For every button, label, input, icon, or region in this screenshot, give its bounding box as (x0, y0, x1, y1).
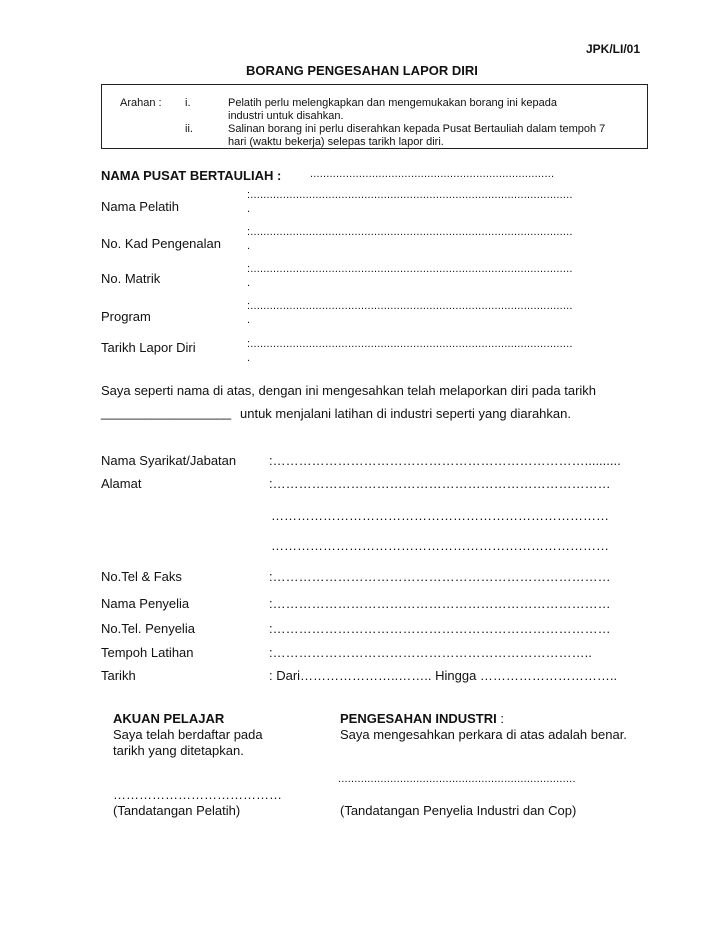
industry-verification-heading (340, 711, 504, 726)
tel-fax-label: No.Tel & Faks (101, 569, 182, 584)
declaration-text-continued: untuk menjalani latihan di industri seperti yang diarahkan. (240, 406, 571, 421)
field-dot: . (247, 277, 251, 289)
field-dot: . (247, 240, 251, 252)
form-title: BORANG PENGESAHAN LAPOR DIRI (246, 63, 478, 78)
company-name-label: Nama Syarikat/Jabatan (101, 453, 237, 468)
trainee-signature-label: (Tandatangan Pelatih) (113, 803, 241, 818)
student-declaration-text: tarikh yang ditetapkan. (113, 743, 244, 758)
ic-number-label: No. Kad Pengenalan (101, 236, 221, 251)
supervisor-tel-label: No.Tel. Penyelia (101, 621, 195, 636)
instruction-text: Pelatih perlu melengkapkan dan mengemukakan borang ini kepada (228, 97, 558, 109)
industry-verification-title: PENGESAHAN INDUSTRI (340, 711, 497, 726)
instruction-text: hari (waktu bekerja) selepas tarikh lapor diri. (228, 136, 444, 148)
supervisor-tel-field[interactable]: :…………………………………………………………………… (269, 621, 611, 636)
supervisor-name-label: Nama Penyelia (101, 596, 190, 611)
training-centre-label: NAMA PUSAT BERTAULIAH : (101, 168, 282, 183)
address-field[interactable]: :…………………………………………………………………… (269, 476, 611, 491)
address-label: Alamat (101, 476, 142, 491)
instruction-number: i. (185, 97, 191, 109)
ic-number-field[interactable]: :................................................................................................... (247, 226, 573, 238)
address-field-line-2[interactable]: …………………………………………………………………… (271, 508, 609, 523)
document-code: JPK/LI/01 (586, 42, 641, 56)
training-centre-field[interactable]: ........................................................................... (310, 168, 555, 180)
date-range-field[interactable]: : Dari…………………..…….. Hingga ………………………….. (269, 668, 618, 683)
instructions-label: Arahan : (120, 97, 162, 109)
program-label: Program (101, 309, 151, 324)
instruction-text: industri untuk disahkan. (228, 110, 344, 122)
training-period-field[interactable]: :……………………………………………………………….. (269, 645, 592, 660)
tel-fax-field[interactable]: :…………………………………………………………………… (269, 569, 611, 584)
trainee-signature-line[interactable]: ………………………………… (113, 787, 282, 802)
training-period-label: Tempoh Latihan (101, 645, 194, 660)
supervisor-signature-label: (Tandatangan Penyelia Industri dan Cop) (340, 803, 577, 818)
trainee-name-field[interactable]: :................................................................................................... (247, 189, 573, 201)
trainee-name-label: Nama Pelatih (101, 199, 180, 214)
matric-number-label: No. Matrik (101, 271, 161, 286)
supervisor-name-field[interactable]: :…………………………………………………………………… (269, 596, 611, 611)
address-field-line-3[interactable]: …………………………………………………………………… (271, 538, 609, 553)
report-date-field[interactable]: :................................................................................................... (247, 338, 573, 350)
declaration-text: Saya seperti nama di atas, dengan ini mengesahkan telah melaporkan diri pada tarikh (101, 383, 597, 398)
date-label: Tarikh (101, 668, 136, 683)
field-dot: . (247, 203, 251, 215)
program-field[interactable]: :................................................................................................... (247, 300, 573, 312)
industry-verification-text: Saya mengesahkan perkara di atas adalah benar. (340, 727, 627, 742)
heading-colon: : (496, 711, 504, 726)
field-dot: . (247, 314, 251, 326)
student-declaration-heading: AKUAN PELAJAR (113, 711, 225, 726)
matric-number-field[interactable]: :................................................................................................... (247, 263, 573, 275)
report-date-label: Tarikh Lapor Diri (101, 340, 196, 355)
declaration-date-blank[interactable]: __________________ (101, 405, 232, 420)
instruction-number: ii. (185, 123, 193, 135)
instruction-text: Salinan borang ini perlu diserahkan kepada Pusat Bertauliah dalam tempoh 7 (228, 123, 606, 135)
field-dot: . (247, 352, 251, 364)
company-name-field[interactable]: :……………………………………………………………….......... (269, 453, 621, 468)
student-declaration-text: Saya telah berdaftar pada (113, 727, 263, 742)
supervisor-signature-line[interactable]: ......................................................................... (338, 773, 576, 785)
